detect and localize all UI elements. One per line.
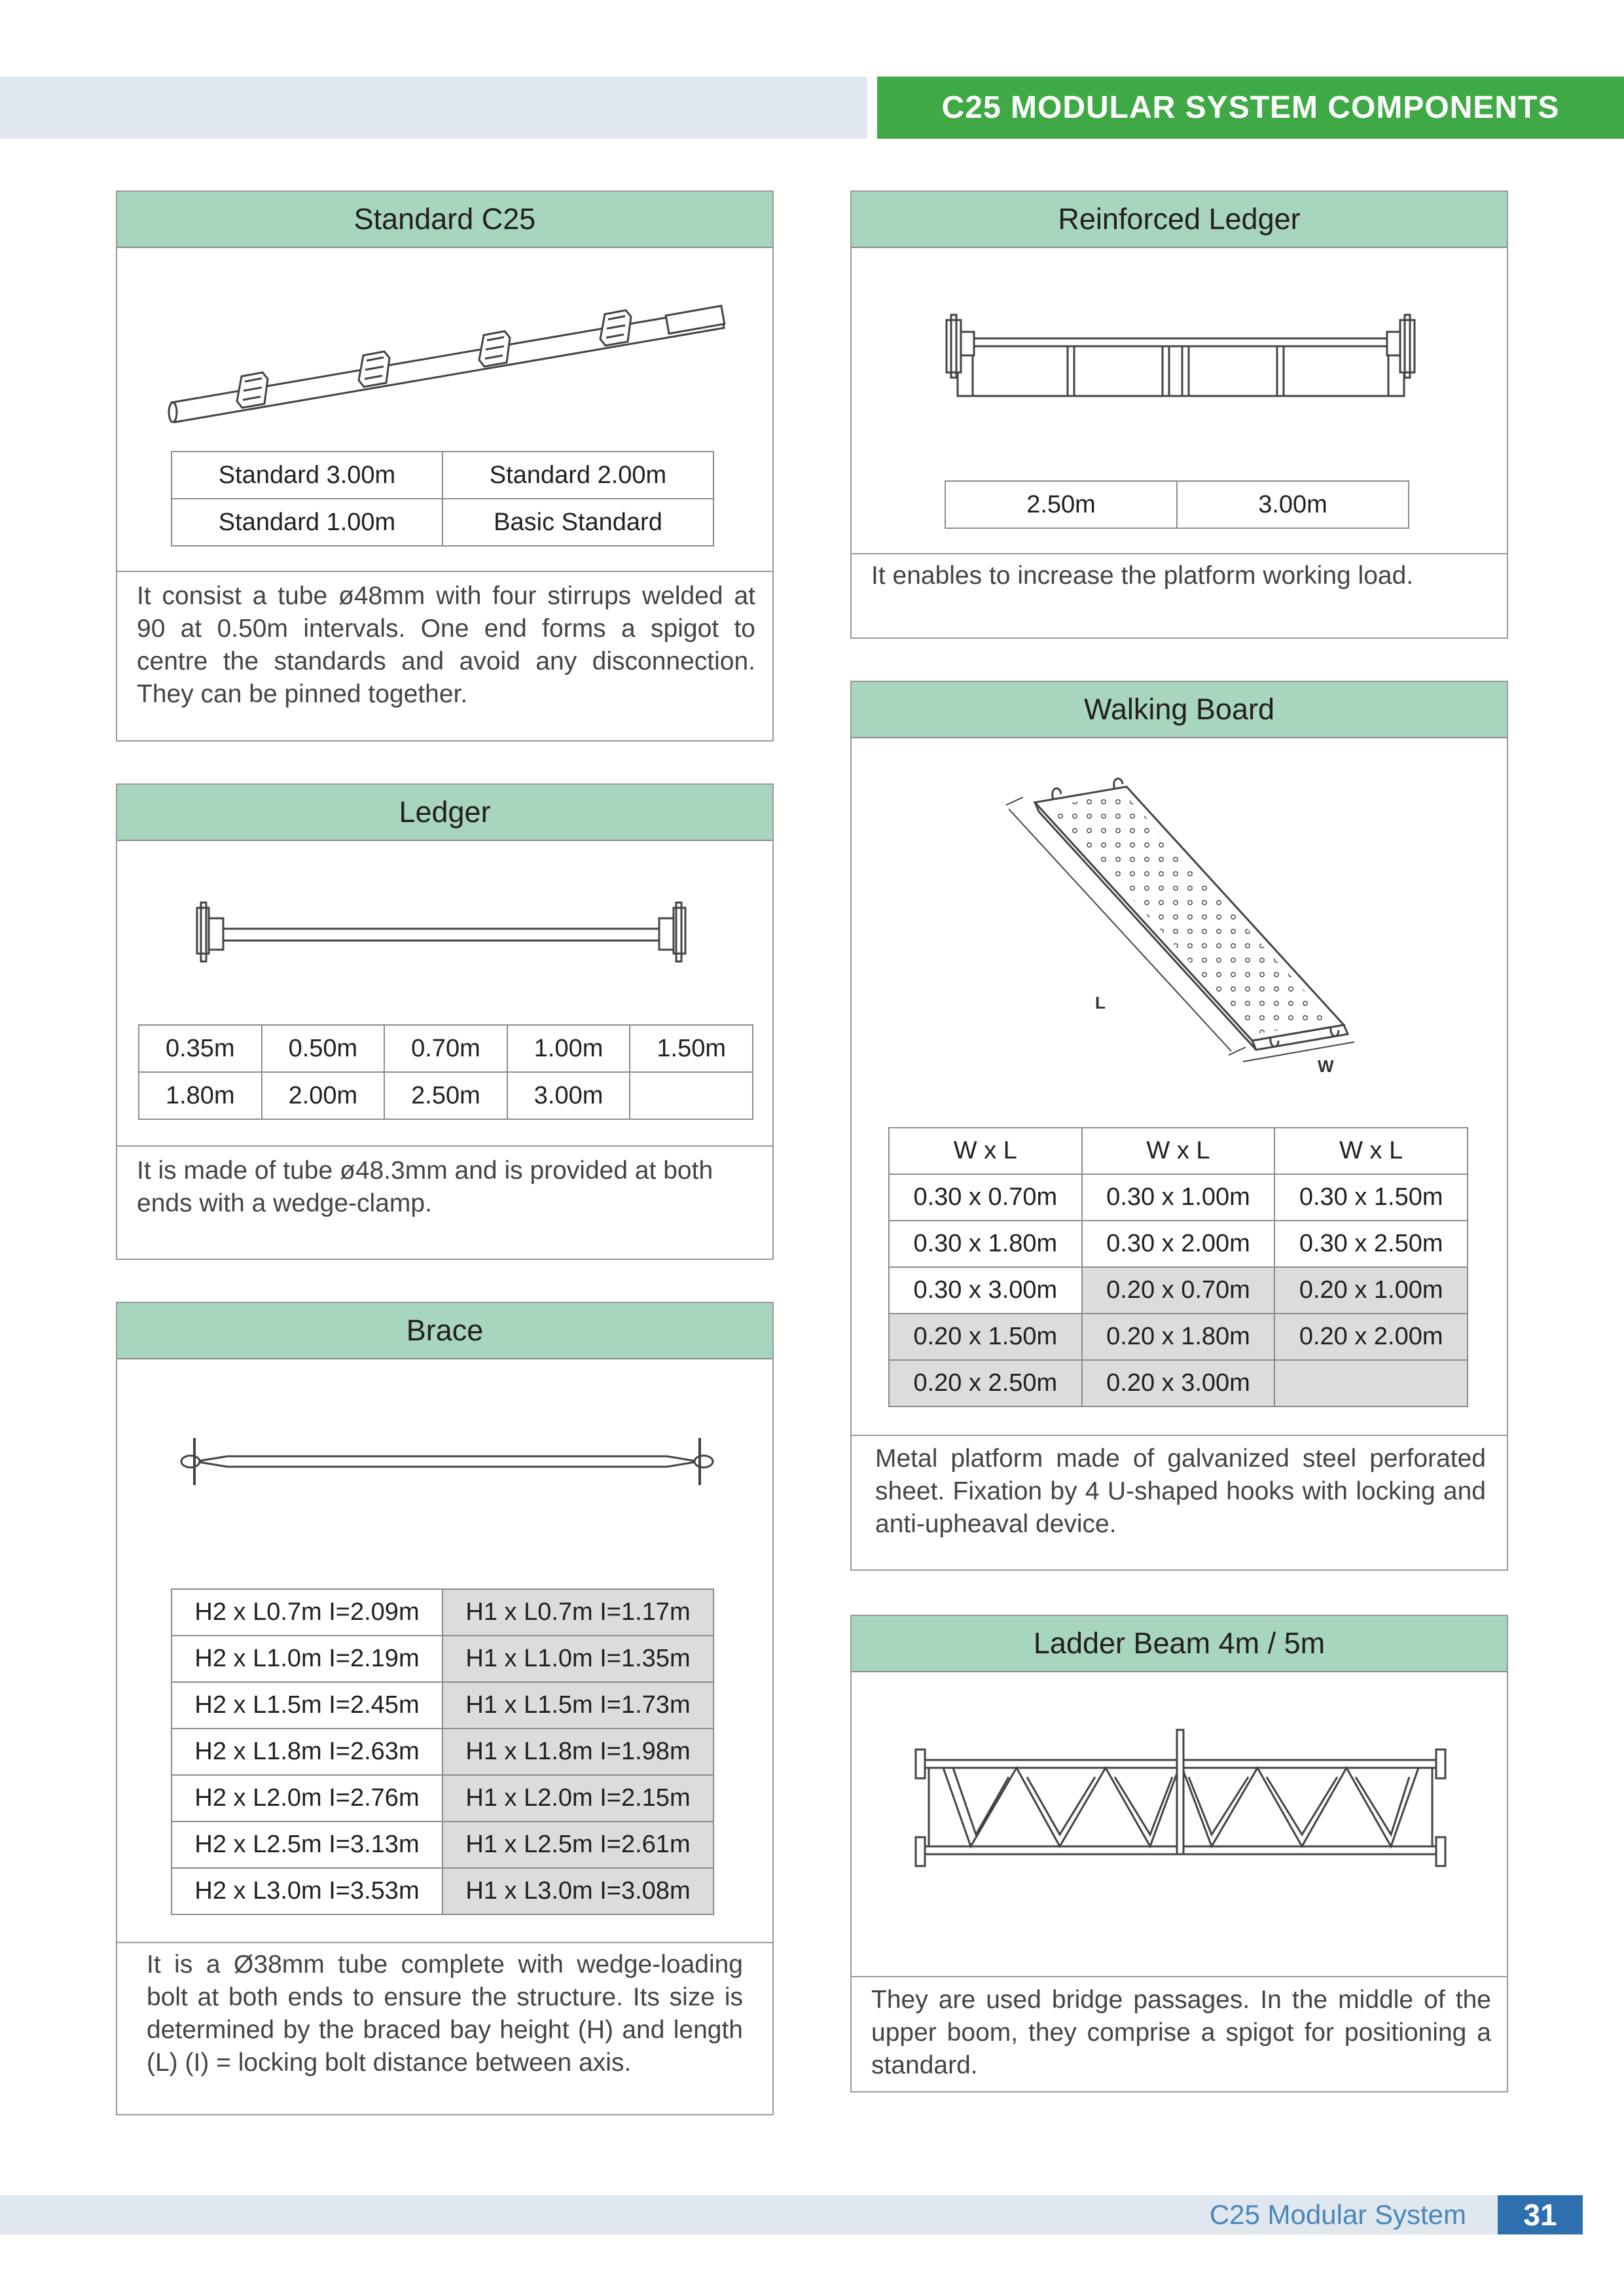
table-cell — [1274, 1360, 1468, 1407]
table-cell: H1 x L2.0m I=2.15m — [442, 1775, 713, 1821]
table-cell: 0.30 x 1.80m — [889, 1221, 1082, 1267]
table-cell: 0.20 x 1.50m — [889, 1314, 1082, 1360]
walking-board-description: Metal platform made of galvanized steel perforated sheet. Fixation by 4 U-shaped hooks with locking and anti-upheaval device. — [852, 1435, 1507, 1571]
table-cell: 1.50m — [630, 1025, 753, 1072]
table-cell: 0.20 x 1.00m — [1274, 1267, 1468, 1314]
brace-illustration — [117, 1358, 775, 1528]
panel-standard-c25 — [116, 190, 774, 742]
table-cell: 0.20 x 0.70m — [1082, 1267, 1275, 1314]
table-cell: H2 x L0.7m I=2.09m — [171, 1589, 442, 1636]
table-header-cell: W x L — [1082, 1128, 1275, 1174]
table-cell: 1.00m — [507, 1025, 630, 1072]
ladder-beam-description: They are used bridge passages. In the middle of the upper boom, they comprise a spigot for positioning a standard. — [852, 1976, 1507, 2092]
table-cell: Basic Standard — [442, 499, 713, 546]
panel-ledger — [116, 783, 774, 1260]
brace-description: It is a Ø38mm tube complete with wedge-loading bolt at both ends to ensure the structure. Its size is determined by the braced bay height (H) and length (L) (I) = locking bolt distance between axis. — [117, 1942, 772, 2115]
panel-walking-board — [850, 681, 1508, 1571]
table-cell: H2 x L1.5m I=2.45m — [171, 1682, 442, 1729]
width-label: W — [1318, 1056, 1334, 1076]
table-cell: H1 x L2.5m I=2.61m — [442, 1821, 713, 1868]
ledger-description: It is made of tube ø48.3mm and is provided at both ends with a wedge-clamp. — [117, 1145, 772, 1260]
panel-title: Brace — [117, 1303, 772, 1359]
ladder-beam-illustration — [852, 1671, 1509, 1920]
table-cell: Standard 3.00m — [171, 452, 442, 499]
table-cell: 2.50m — [384, 1072, 507, 1119]
panel-title: Reinforced Ledger — [852, 192, 1507, 248]
panel-brace — [116, 1302, 774, 2115]
header-band — [0, 77, 867, 139]
table-cell: 0.30 x 2.50m — [1274, 1221, 1468, 1267]
table-cell: Standard 1.00m — [171, 499, 442, 546]
panel-title: Standard C25 — [117, 192, 772, 248]
table-cell: H2 x L1.8m I=2.63m — [171, 1729, 442, 1775]
footer-label: C25 Modular System — [1209, 2199, 1466, 2230]
table-header-cell: W x L — [889, 1128, 1082, 1174]
reinforced-ledger-illustration — [852, 247, 1509, 404]
standard-sizes-table — [171, 451, 714, 547]
table-cell: 0.50m — [262, 1025, 385, 1072]
brace-sizes-table — [171, 1588, 714, 1915]
table-cell: 0.30 x 3.00m — [889, 1267, 1082, 1314]
table-cell: H1 x L0.7m I=1.17m — [442, 1589, 713, 1636]
table-cell: 1.80m — [139, 1072, 262, 1119]
table-header-cell: W x L — [1274, 1128, 1468, 1174]
table-cell: 0.30 x 2.00m — [1082, 1221, 1275, 1267]
page-number: 31 — [1498, 2195, 1583, 2234]
table-cell: 0.30 x 0.70m — [889, 1174, 1082, 1221]
table-cell: H1 x L1.0m I=1.35m — [442, 1636, 713, 1682]
walking-board-illustration — [852, 737, 1509, 1103]
length-label: L — [1095, 993, 1106, 1013]
table-cell: H2 x L1.0m I=2.19m — [171, 1636, 442, 1682]
ledger-sizes-table — [138, 1024, 753, 1120]
ledger-illustration — [117, 840, 775, 971]
table-cell: 0.20 x 1.80m — [1082, 1314, 1275, 1360]
table-cell: H1 x L3.0m I=3.08m — [442, 1868, 713, 1914]
panel-title: Ledger — [117, 785, 772, 841]
table-cell: H1 x L1.8m I=1.98m — [442, 1729, 713, 1775]
table-cell: 2.00m — [262, 1072, 385, 1119]
table-cell: Standard 2.00m — [442, 452, 713, 499]
reinforced-ledger-sizes-table — [945, 480, 1409, 529]
table-cell: 0.30 x 1.50m — [1274, 1174, 1468, 1221]
table-cell: 0.20 x 2.00m — [1274, 1314, 1468, 1360]
table-cell: 2.50m — [945, 481, 1177, 528]
table-cell — [630, 1072, 753, 1119]
panel-ladder-beam — [850, 1615, 1508, 2092]
table-cell: 3.00m — [1177, 481, 1409, 528]
walking-board-sizes-table — [888, 1127, 1468, 1407]
standard-c25-illustration — [117, 247, 775, 410]
table-cell: 0.20 x 3.00m — [1082, 1360, 1275, 1407]
table-cell: H2 x L3.0m I=3.53m — [171, 1868, 442, 1914]
table-cell: H2 x L2.0m I=2.76m — [171, 1775, 442, 1821]
table-cell: 0.35m — [139, 1025, 262, 1072]
table-cell: 0.70m — [384, 1025, 507, 1072]
table-cell: 0.20 x 2.50m — [889, 1360, 1082, 1407]
page-header-title: C25 MODULAR SYSTEM COMPONENTS — [877, 77, 1624, 139]
panel-title: Walking Board — [852, 682, 1507, 738]
table-cell: H1 x L1.5m I=1.73m — [442, 1682, 713, 1729]
table-cell: H2 x L2.5m I=3.13m — [171, 1821, 442, 1868]
panel-reinforced-ledger — [850, 190, 1508, 639]
table-cell: 0.30 x 1.00m — [1082, 1174, 1275, 1221]
panel-title: Ladder Beam 4m / 5m — [852, 1616, 1507, 1672]
reinforced-ledger-description: It enables to increase the platform working load. — [852, 553, 1507, 639]
standard-description: It consist a tube ø48mm with four stirrups welded at 90 at 0.50m intervals. One end forms a spigot to centre the standards and avoid any disconnection. They can be pinned together. — [117, 571, 772, 742]
table-cell: 3.00m — [507, 1072, 630, 1119]
